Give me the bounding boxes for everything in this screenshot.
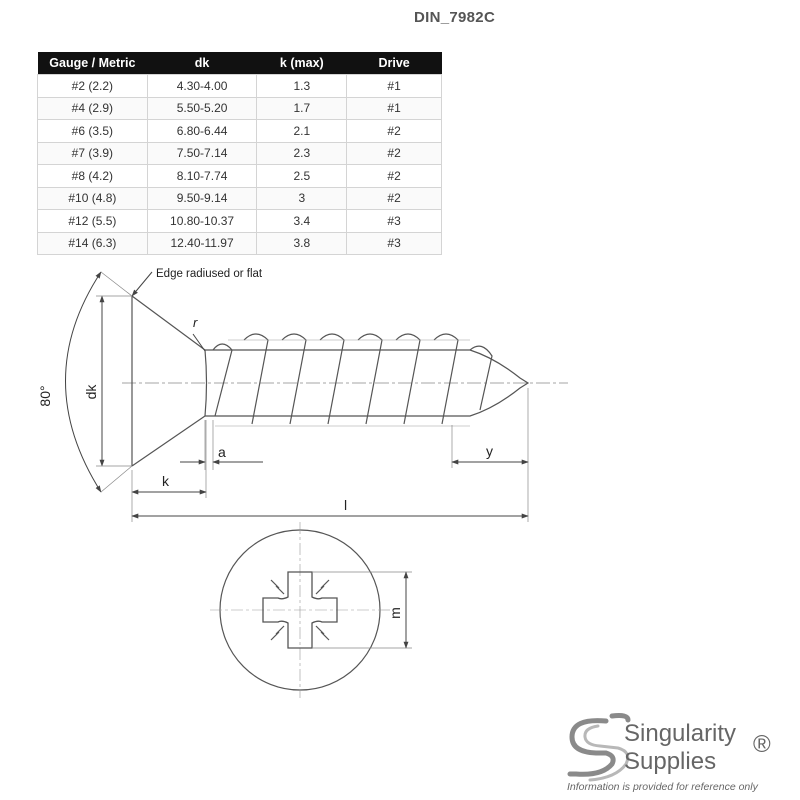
dk-label: dk [83, 384, 99, 400]
document-title: DIN_7982C [414, 9, 496, 26]
logo-name-line2: Supplies [624, 748, 717, 775]
cell-gauge: #10 (4.8) [38, 187, 148, 210]
cell-gauge: #4 (2.9) [38, 97, 148, 120]
cell-drive: #2 [347, 120, 442, 143]
cell-dk: 10.80-10.37 [147, 210, 257, 233]
cell-drive: #1 [347, 97, 442, 120]
company-logo [567, 716, 771, 794]
header-drive: Drive [347, 52, 442, 75]
cell-drive: #3 [347, 210, 442, 233]
cell-gauge: #14 (6.3) [38, 232, 148, 255]
cell-k-max: 1.7 [257, 97, 347, 120]
head-top-view [210, 522, 390, 698]
m-label: m [387, 607, 403, 619]
header-dk: dk [147, 52, 257, 75]
header-gauge: Gauge / Metric [38, 52, 148, 75]
cell-gauge: #6 (3.5) [38, 120, 148, 143]
cell-dk: 9.50-9.14 [147, 187, 257, 210]
cell-dk: 4.30-4.00 [147, 75, 257, 98]
a-label: a [218, 444, 226, 460]
cell-drive: #1 [347, 75, 442, 98]
edge-note-leader [132, 272, 152, 296]
angle-label: 80° [37, 385, 53, 407]
cell-drive: #2 [347, 187, 442, 210]
cell-k-max: 3 [257, 187, 347, 210]
angle-arc [66, 272, 102, 492]
cell-k-max: 2.1 [257, 120, 347, 143]
cell-dk: 12.40-11.97 [147, 232, 257, 255]
cell-gauge: #7 (3.9) [38, 142, 148, 165]
cell-drive: #3 [347, 232, 442, 255]
l-label: l [344, 497, 348, 513]
cell-k-max: 2.3 [257, 142, 347, 165]
cell-gauge: #12 (5.5) [38, 210, 148, 233]
cell-k-max: 1.3 [257, 75, 347, 98]
cell-dk: 6.80-6.44 [147, 120, 257, 143]
cell-gauge: #8 (4.2) [38, 165, 148, 188]
cell-dk: 7.50-7.14 [147, 142, 257, 165]
header-k-max: k (max) [257, 52, 347, 75]
y-label: y [486, 443, 493, 459]
logo-registered-mark: ® [753, 731, 771, 758]
cell-drive: #2 [347, 165, 442, 188]
logo-name-line1: Singularity [624, 720, 737, 747]
cell-k-max: 3.8 [257, 232, 347, 255]
logo-tagline: Information is provided for reference only [567, 781, 758, 793]
edge-note-label: Edge radiused or flat [156, 268, 263, 280]
cell-gauge: #2 (2.2) [38, 75, 148, 98]
r-label: r [193, 315, 198, 330]
cell-dk: 5.50-5.20 [147, 97, 257, 120]
cell-k-max: 2.5 [257, 165, 347, 188]
cell-drive: #2 [347, 142, 442, 165]
screw-thread [205, 334, 528, 426]
cell-k-max: 3.4 [257, 210, 347, 233]
k-label: k [162, 473, 169, 489]
cell-dk: 8.10-7.74 [147, 165, 257, 188]
